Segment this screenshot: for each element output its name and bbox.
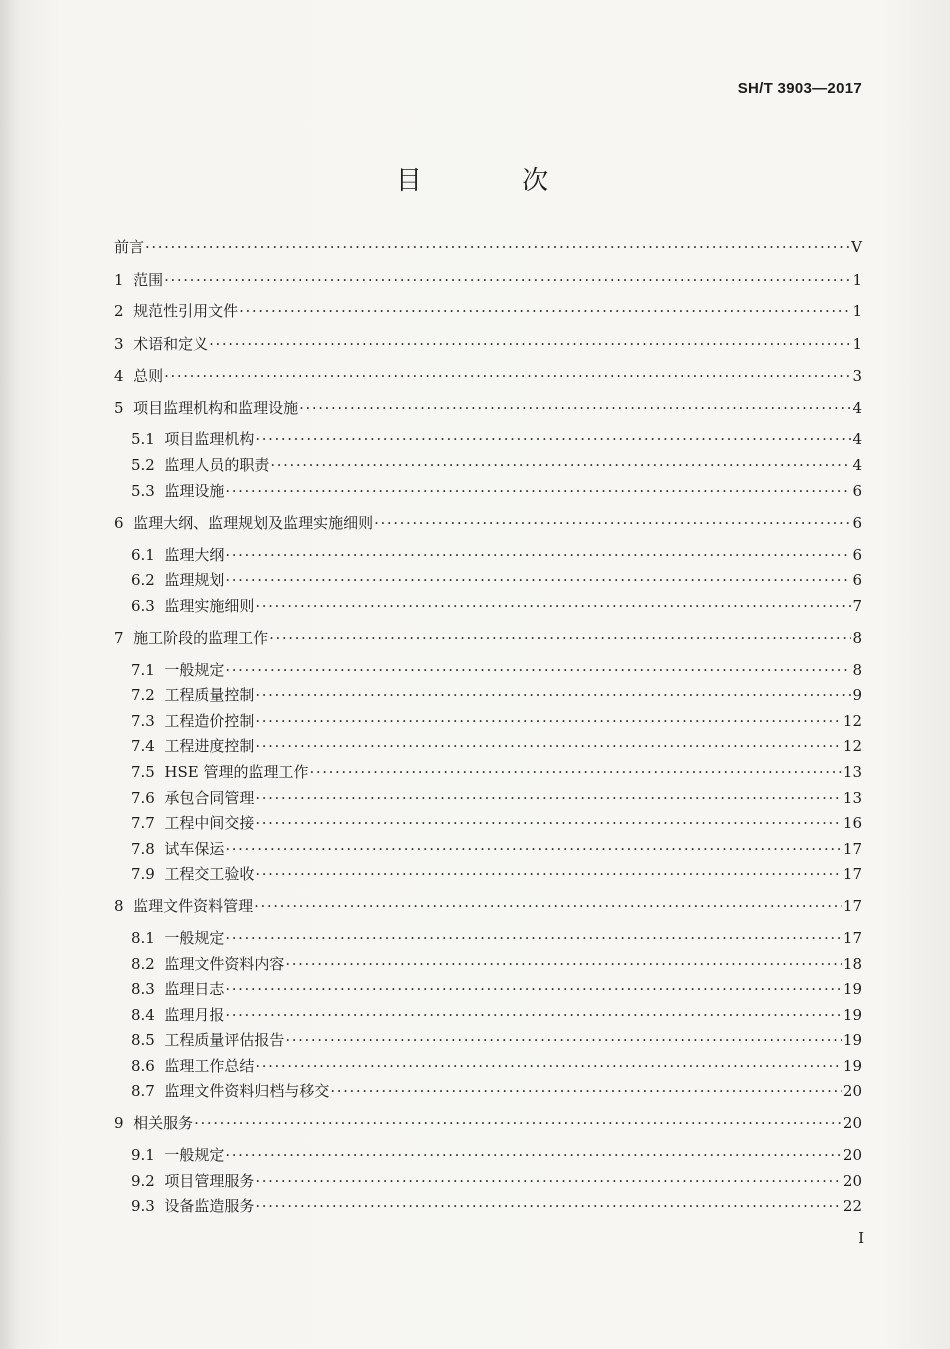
- toc-entry-label: 一般规定: [164, 661, 225, 679]
- toc-entry-label: 监理文件资料内容: [164, 955, 285, 973]
- toc-entry: [131, 1170, 862, 1192]
- toc-entry-number: 5.3: [131, 482, 165, 500]
- toc-entry-label: 工程造价控制: [164, 712, 255, 730]
- toc-entry: [114, 397, 862, 419]
- toc-entry-page: 9: [852, 686, 862, 704]
- toc-entry-page: 19: [842, 1006, 862, 1024]
- toc-entry-label: 监理实施细则: [164, 597, 255, 615]
- toc-entry: [131, 863, 862, 885]
- toc-entry-page: 6: [852, 546, 862, 564]
- toc-dot-leader: [255, 595, 851, 617]
- toc-entry-label: 设备监造服务: [164, 1197, 255, 1215]
- toc-title: 目 次: [395, 166, 595, 196]
- toc-entry-number: 7.4: [131, 737, 165, 755]
- toc-entry-page: 1: [852, 335, 862, 353]
- toc-entry-page: 19: [842, 1057, 862, 1075]
- toc-entry-label: 一般规定: [164, 929, 225, 947]
- toc-dot-leader: [194, 1112, 842, 1134]
- toc-dot-leader: [270, 454, 851, 476]
- toc-dot-leader: [164, 365, 851, 387]
- toc-entry: [131, 569, 862, 591]
- toc-entry-number: 9.1: [131, 1146, 165, 1164]
- toc-entry: [131, 735, 862, 757]
- toc-entry-label: 项目监理机构和监理设施: [133, 399, 299, 417]
- toc-entry-page: 22: [842, 1197, 862, 1215]
- toc-entry: [131, 595, 862, 617]
- toc-dot-leader: [225, 1004, 841, 1026]
- toc-entry-label: 监理文件资料管理: [133, 897, 254, 915]
- toc-entry-page: 18: [842, 955, 862, 973]
- toc-entry-label: 工程中间交接: [164, 814, 255, 832]
- toc-entry: [131, 1029, 862, 1051]
- toc-entry: [131, 978, 862, 1000]
- toc-entry-page: 13: [842, 763, 862, 781]
- toc-entry-number: 7.8: [131, 840, 165, 858]
- toc-entry-label: 监理大纲、监理规划及监理实施细则: [133, 514, 374, 532]
- toc-entry-number: 8.3: [131, 980, 165, 998]
- toc-entry-label: 前言: [114, 238, 145, 256]
- toc-entry-label: 监理规划: [164, 571, 225, 589]
- toc-dot-leader: [225, 569, 851, 591]
- toc-dot-leader: [255, 735, 841, 757]
- toc-entry-page: 19: [842, 1031, 862, 1049]
- toc-entry: [131, 1144, 862, 1166]
- toc-entry-label: 监理月报: [164, 1006, 225, 1024]
- toc-entry-number: 7.2: [131, 686, 165, 704]
- toc-entry: [114, 333, 862, 355]
- toc-entry-page: 13: [842, 789, 862, 807]
- toc-dot-leader: [255, 787, 841, 809]
- toc-entry-page: 3: [852, 367, 862, 385]
- toc-entry: [131, 812, 862, 834]
- toc-entry-page: 17: [842, 929, 862, 947]
- toc-entry-number: 7.3: [131, 712, 165, 730]
- toc-entry: [131, 1055, 862, 1077]
- toc-dot-leader: [225, 978, 841, 1000]
- toc-dot-leader: [374, 512, 851, 534]
- toc-entry-number: 8.5: [131, 1031, 165, 1049]
- toc-entry-label: 工程质量控制: [164, 686, 255, 704]
- toc-dot-leader: [255, 1170, 841, 1192]
- toc-dot-leader: [254, 895, 842, 917]
- standard-code: SH/T 3903—2017: [737, 80, 862, 97]
- toc-entry-label: 监理设施: [164, 482, 225, 500]
- page-number: I: [858, 1229, 864, 1247]
- toc-entry-label: 项目监理机构: [164, 430, 255, 448]
- toc-entry-number: 7: [114, 629, 134, 647]
- toc-entry: [114, 236, 862, 258]
- toc-entry-page: 8: [852, 661, 862, 679]
- toc-entry-label: 范围: [133, 271, 164, 289]
- toc-entry-number: 7.6: [131, 789, 165, 807]
- toc-entry-number: 5.2: [131, 456, 165, 474]
- toc-entry-label: 监理工作总结: [164, 1057, 255, 1075]
- toc-entry-page: 6: [852, 571, 862, 589]
- toc-entry-page: 1: [852, 302, 862, 320]
- toc-dot-leader: [209, 333, 851, 355]
- toc-dot-leader: [299, 397, 851, 419]
- toc-entry-label: 一般规定: [164, 1146, 225, 1164]
- toc-dot-leader: [309, 761, 841, 783]
- toc-entry-page: 6: [852, 514, 862, 532]
- toc-entry-page: 20: [842, 1146, 862, 1164]
- toc-entry: [131, 1195, 862, 1217]
- toc-entry: [131, 710, 862, 732]
- toc-dot-leader: [225, 838, 841, 860]
- toc-entry: [131, 544, 862, 566]
- toc-dot-leader: [255, 863, 841, 885]
- toc-entry-number: 8.4: [131, 1006, 165, 1024]
- toc-entry-label: 承包合同管理: [164, 789, 255, 807]
- toc-entry: [131, 761, 862, 783]
- toc-dot-leader: [225, 480, 851, 502]
- toc-entry: [131, 1004, 862, 1026]
- toc-entry-label: 总则: [133, 367, 164, 385]
- toc-entry: [114, 895, 862, 917]
- toc-entry-page: 6: [852, 482, 862, 500]
- toc-entry: [131, 787, 862, 809]
- toc-dot-leader: [225, 927, 841, 949]
- toc-dot-leader: [225, 659, 851, 681]
- toc-entry-number: 6.2: [131, 571, 165, 589]
- toc-dot-leader: [330, 1080, 841, 1102]
- toc-entry-page: 17: [842, 840, 862, 858]
- toc-entry-page: 17: [842, 865, 862, 883]
- toc-entry-number: 7.9: [131, 865, 165, 883]
- toc-entry-page: 12: [842, 712, 862, 730]
- toc-entry-page: 4: [852, 399, 862, 417]
- toc-entry-page: 20: [842, 1172, 862, 1190]
- toc-entry-label: 监理文件资料归档与移交: [164, 1082, 330, 1100]
- toc-entry-number: 9: [114, 1114, 134, 1132]
- toc-entry: [131, 659, 862, 681]
- toc-entry-number: 4: [114, 367, 134, 385]
- toc-dot-leader: [255, 710, 841, 732]
- toc-entry-label: 相关服务: [133, 1114, 194, 1132]
- toc-entry-number: 7.7: [131, 814, 165, 832]
- toc-entry-label: 监理日志: [164, 980, 225, 998]
- toc-dot-leader: [239, 300, 851, 322]
- toc-entry: [131, 480, 862, 502]
- toc-entry: [114, 512, 862, 534]
- toc-entry: [131, 838, 862, 860]
- toc-entry-label: 试车保运: [164, 840, 225, 858]
- toc-entry-number: 9.2: [131, 1172, 165, 1190]
- toc-entry-page: V: [851, 238, 862, 256]
- toc-entry-page: 16: [842, 814, 862, 832]
- toc-entry-label: 规范性引用文件: [133, 302, 239, 320]
- toc-dot-leader: [255, 1055, 841, 1077]
- toc-entry: [131, 454, 862, 476]
- toc-dot-leader: [255, 812, 841, 834]
- toc-entry-number: 8.6: [131, 1057, 165, 1075]
- toc-dot-leader: [285, 1029, 841, 1051]
- toc-entry-label: 术语和定义: [133, 335, 209, 353]
- toc-entry-number: 6: [114, 514, 134, 532]
- toc-dot-leader: [255, 1195, 841, 1217]
- toc-entry-number: 8.7: [131, 1082, 165, 1100]
- toc-entry-number: 6.3: [131, 597, 165, 615]
- toc-entry: [114, 627, 862, 649]
- toc-entry-number: 5.1: [131, 430, 165, 448]
- toc-entry-page: 19: [842, 980, 862, 998]
- toc-entry-number: 8.1: [131, 929, 165, 947]
- toc-entry-label: 工程质量评估报告: [164, 1031, 285, 1049]
- toc-entry-label: 项目管理服务: [164, 1172, 255, 1190]
- toc-entry: [131, 1080, 862, 1102]
- toc-entry-page: 12: [842, 737, 862, 755]
- toc-dot-leader: [164, 269, 851, 291]
- toc-entry: [131, 684, 862, 706]
- toc-entry: [114, 300, 862, 322]
- toc-entry-number: 8.2: [131, 955, 165, 973]
- toc-entry: [131, 428, 862, 450]
- toc-entry-page: 4: [852, 456, 862, 474]
- toc-entry-number: 9.3: [131, 1197, 165, 1215]
- toc-dot-leader: [255, 428, 851, 450]
- toc-dot-leader: [285, 953, 841, 975]
- toc-entry-page: 4: [852, 430, 862, 448]
- toc-entry-number: 5: [114, 399, 134, 417]
- toc-entry: [114, 1112, 862, 1134]
- toc-entry-page: 7: [852, 597, 862, 615]
- toc-entry-page: 20: [842, 1114, 862, 1132]
- toc-entry-page: 17: [842, 897, 862, 915]
- toc-entry-page: 20: [842, 1082, 862, 1100]
- toc-entry-number: 7.5: [131, 763, 165, 781]
- toc-entry-label: 施工阶段的监理工作: [133, 629, 269, 647]
- toc-dot-leader: [225, 544, 851, 566]
- toc-entry-page: 8: [852, 629, 862, 647]
- toc-entry-label: HSE 管理的监理工作: [164, 763, 309, 781]
- toc-entry-page: 1: [852, 271, 862, 289]
- toc-dot-leader: [269, 627, 851, 649]
- toc-dot-leader: [255, 684, 851, 706]
- toc-entry-label: 工程交工验收: [164, 865, 255, 883]
- toc-dot-leader: [225, 1144, 841, 1166]
- toc-entry-number: 6.1: [131, 546, 165, 564]
- toc-entry: [131, 953, 862, 975]
- toc-entry: [131, 927, 862, 949]
- toc-dot-leader: [145, 236, 850, 258]
- toc-entry-number: 3: [114, 335, 134, 353]
- toc-entry: [114, 365, 862, 387]
- toc-entry-label: 监理大纲: [164, 546, 225, 564]
- toc-entry-number: 7.1: [131, 661, 165, 679]
- toc-entry: [114, 269, 862, 291]
- toc-entry-number: 1: [114, 271, 134, 289]
- toc-entry-label: 监理人员的职责: [164, 456, 270, 474]
- toc-entry-number: 8: [114, 897, 134, 915]
- toc-entry-label: 工程进度控制: [164, 737, 255, 755]
- toc-entry-number: 2: [114, 302, 134, 320]
